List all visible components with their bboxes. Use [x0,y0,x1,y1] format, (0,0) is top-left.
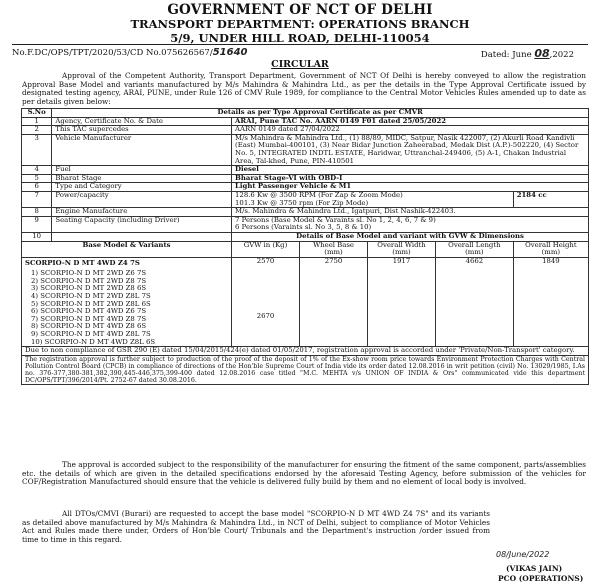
list-item: 2) SCORPIO-N D MT 2WD Z8 7S [31,276,147,285]
responsibility-paragraph: The approval is accorded subject to the responsibility of the manufacturer for ensuring the fitment of the same component, parts/assemblies etc. the details of which are given in the detailed specifications endorsed by the aforesaid Testing Agency, before submission of the vehicles for COF/Registration Manufactured should ensure that the vehicle is delivered fully build by them and no element of local body is involved. [22,460,586,487]
base-model: SCORPIO-N D MT 4WD Z4 7S [25,258,140,267]
table-row: 7 Power/capacity 128.6 Kw @ 3500 RPM (For Zap & Zoom Mode) 101.3 Kw @ 3750 rpm (For Zip Mode) 2184 cc [22,191,589,207]
handwritten-day: 08 [534,47,550,60]
subject-note: The registration approval is further subject to production of the proof of the deposit of 1% of the Ex-show room price towards Environment Protection Charges with Central Pollution Control Board (CPCB) in compliance of directions of the Hon'ble Supreme Court of India vide its order dated 12.08.2016 in writ petition (civil) No. 13029/1985, I.As no. 376-377,380-381,382,390,445-446,375,399-400 dated 12.08.2016 case titled "M.C. MEHTA v/s UNION OF INDIA & Ors" communicated vide this department DC/OPS/TPT/396/2014/Pt. 2752-67 dated 30.08.2016. [22,355,589,384]
handwritten-signature: 08/June/2022 [496,550,550,559]
signatory-name: (VIKAS JAIN) [506,564,563,573]
header-department: TRANSPORT DEPARTMENT: OPERATIONS BRANCH [130,17,470,31]
list-item: 5) SCORPIO-N D MT 2WD Z8L 6S [31,299,151,308]
list-item: 3) SCORPIO-N D MT 2WD Z8 6S [31,284,147,293]
date: Dated: June 08,2022 [480,47,574,60]
list-item: 1) SCORPIO-N D MT 2WD Z6 7S [31,269,147,278]
sno-header: S.No [22,109,52,118]
table-row: 6 Type and Category Light Passenger Vehicle & M1 [22,183,589,192]
model-list [22,257,232,347]
intro-paragraph: Approval of the Competent Authority, Transport Department, Government of NCT Of Delhi is hereby conveyed to allow the registration Approval Base Model and variants manufactured by M/s Mahindra & Mahindra Ltd., as per the details in the Type Approval Certificate issued by designated testing agency, ARAI, PUNE, under Rule 126 of CMV Rule 1989, for compliance to the Central Motor Vehicles Rules amended up to date as per details given below: [22,71,586,106]
approval-table [21,108,589,385]
header-government: GOVERNMENT OF NCT OF DELHI [167,2,433,18]
header-address: 5/9, UNDER HILL ROAD, DELHI-110054 [170,31,430,45]
models-row: SCORPIO-N D MT 4WD Z4 7S 1) SCORPIO-N D MT 2WD Z6 7S 2) SCORPIO-N D MT 2WD Z8 7S 3) SCORPIO-N D MT 2WD Z8 6S 4) SCORPIO-N D MT 2WD Z8L 7S 5) SCORPIO-N D MT 2WD Z8L 6S 6) SCORPIO-N D MT 4WD Z6 7S 7) SCORPIO-N D MT 4WD Z8 7S 8) SCORPIO-N D MT 4WD Z8 6S 9) SCORPIO-N D MT 4WD Z8L 7S 10) SCORPIO-N D MT 4WD Z8L 6S 2570 2670 2750 1917 4662 1849 [22,257,589,347]
list-item: 7) SCORPIO-N D MT 4WD Z8 7S [31,314,147,323]
list-item: 4) SCORPIO-N D MT 2WD Z8L 7S [31,292,151,301]
table-row: 9 Seating Capacity (including Driver) 7 Persons (Base Model & Varaints sl. No 1, 2, 4, 6, 7 & 9) 6 Persons (Varaints sl. No 3, 5, 8 & 10) [22,216,589,232]
table-title: Details as per Type Approval Certificate as per CMVR [52,109,589,118]
table-row: 4 Fuel Diesel [22,166,589,175]
table-row: 2 This TAC supercedes AARN 0149 dated 27/04/2022 [22,126,589,135]
reference-line [12,44,588,60]
table-row: 10 Details of Base Model and variant with GVW & Dimensions [22,232,589,241]
table-row: 3 Vehicle Manufacturer M/s Mahindra & Mahindra Ltd., (1) 88/89, MIDC, Satpur, Nasik 422007, (2) Akurli Road Kandivli (East) Mumbai-400101, (3) Near Bidar Junction Zaheerabad, Medak Dist (A.P.)-502220, (4) Sector No. 5, INTEGRATED INDTL ESTATE, Haridwar, Uttranchal-249406, (5) A-1, Chakan Industrial Area, Tal-khed, Pune, PIN-410501 [22,134,589,165]
gsr-note-row [22,347,589,356]
engine-capacity: 2184 cc [513,191,588,207]
table-header-row [22,109,589,118]
dto-paragraph: All DTOs/CMVI (Burari) are requested to accept the base model "SCORPIO-N D MT 4WD Z4 7S" and its variants as detailed above manufactured by M/s Mahindra & Mahindra Ltd., in NCT of Delhi, subject to compliance of Motor Vehicles Act and Rules made there under, Orders of Hon'ble Court/ Tribunals and the Department's instruction /order issued from time to time in this regard. [22,509,490,544]
handwritten-dispatch-number: 51640 [212,47,248,58]
signatory-designation: PCO (OPERATIONS) [498,574,584,583]
reference-number: No.F.DC/OPS/TPT/2020/53/CD No.075626567/51640 [12,47,248,58]
subject-note-row [22,355,589,384]
list-item: 8) SCORPIO-N D MT 4WD Z8 6S [31,322,147,331]
list-item: 6) SCORPIO-N D MT 4WD Z6 7S [31,307,147,316]
table-row: 8 Engine Manufacture M/s. Mahindra & Mahindra Ltd., Igatpuri, Dist Nashik-422403. [22,208,589,217]
table-row: 1 Agency, Certificate No. & Date ARAI, Pune TAC No. AARN 0149 F01 dated 25/05/2022 [22,117,589,126]
circular-title: CIRCULAR [271,59,329,70]
model-header-row: Base Model & Variants GVW in (Kg) Wheel Base (mm) Overall Width (mm) Overall Length (mm) Overall Height (mm) [22,241,589,257]
gvw-cell: 2570 2670 [232,257,300,347]
list-item: 10) SCORPIO-N D MT 4WD Z8L 6S [31,337,156,346]
variant-list [25,270,228,346]
gsr-note: Due to non compliance of GSR 290 (E) dated 15/04/2015/424(e) dated 01/05/2017, registration approval is accorded under 'Private/Non-Transport' category. [22,347,589,356]
table-row: 5 Bharat Stage Bharat Stage-VI with OBD-I [22,174,589,183]
list-item: 9) SCORPIO-N D MT 4WD Z8L 7S [31,330,151,339]
